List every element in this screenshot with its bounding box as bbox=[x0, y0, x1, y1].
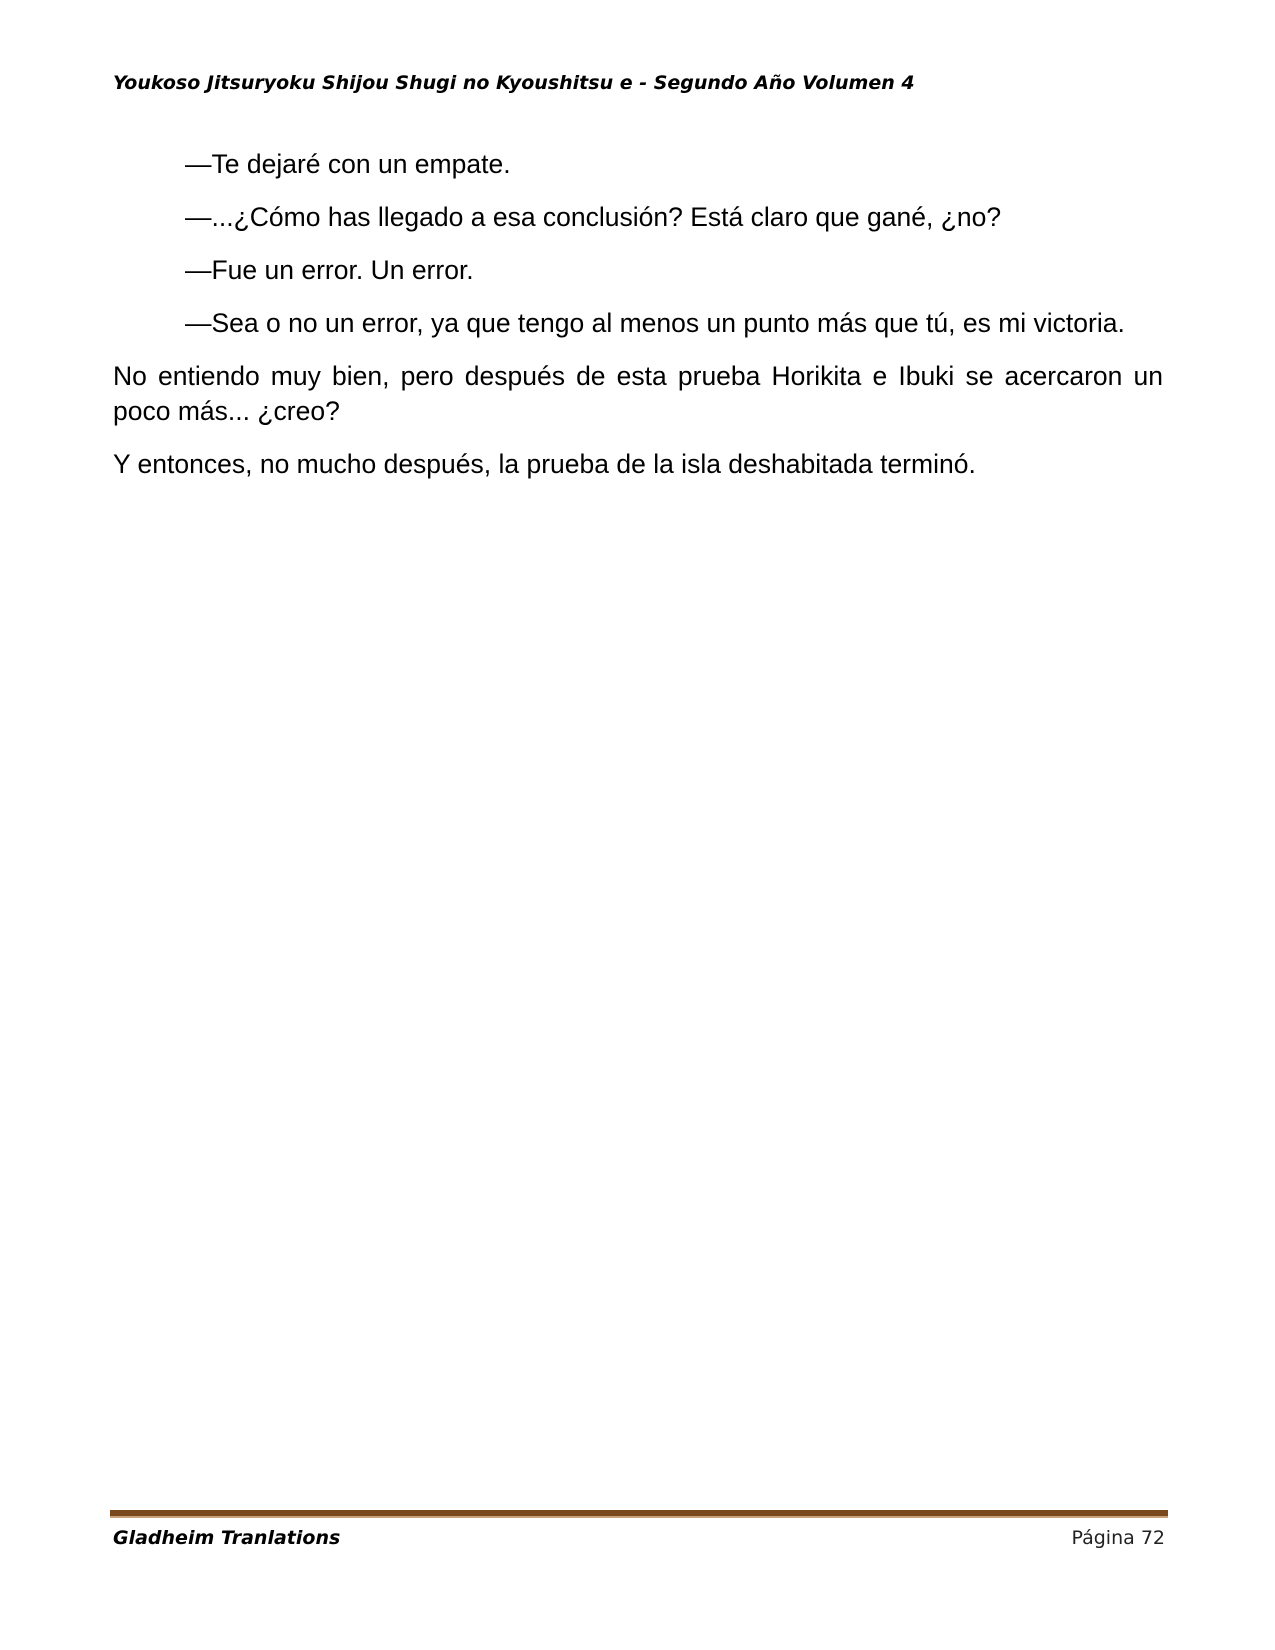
page-header: Youkoso Jitsuryoku Shijou Shugi no Kyoushitsu e - Segundo Año Volumen 4 bbox=[113, 72, 915, 94]
footer-translator-credit: Gladheim Tranlations bbox=[113, 1527, 341, 1549]
footer-rule bbox=[110, 1510, 1168, 1518]
dialogue-line: —...¿Cómo has llegado a esa conclusión? Está claro que gané, ¿no? bbox=[185, 202, 1002, 232]
page-number: 72 bbox=[1140, 1527, 1165, 1549]
narration-paragraph: Y entonces, no mucho después, la prueba de la isla deshabitada terminó. bbox=[113, 449, 976, 479]
dialogue-line: —Te dejaré con un empate. bbox=[185, 149, 511, 179]
body-text bbox=[113, 147, 1163, 500]
dialogue-line: —Sea o no un error, ya que tengo al menos un punto más que tú, es mi victoria. bbox=[185, 308, 1125, 338]
narration-paragraph: No entiendo muy bien, pero después de esta prueba Horikita e Ibuki se acercaron un poco más... ¿creo? bbox=[113, 361, 1163, 426]
page-number-footer bbox=[1071, 1525, 1165, 1551]
dialogue-line: —Fue un error. Un error. bbox=[185, 255, 474, 285]
page-label: Página bbox=[1071, 1527, 1135, 1549]
